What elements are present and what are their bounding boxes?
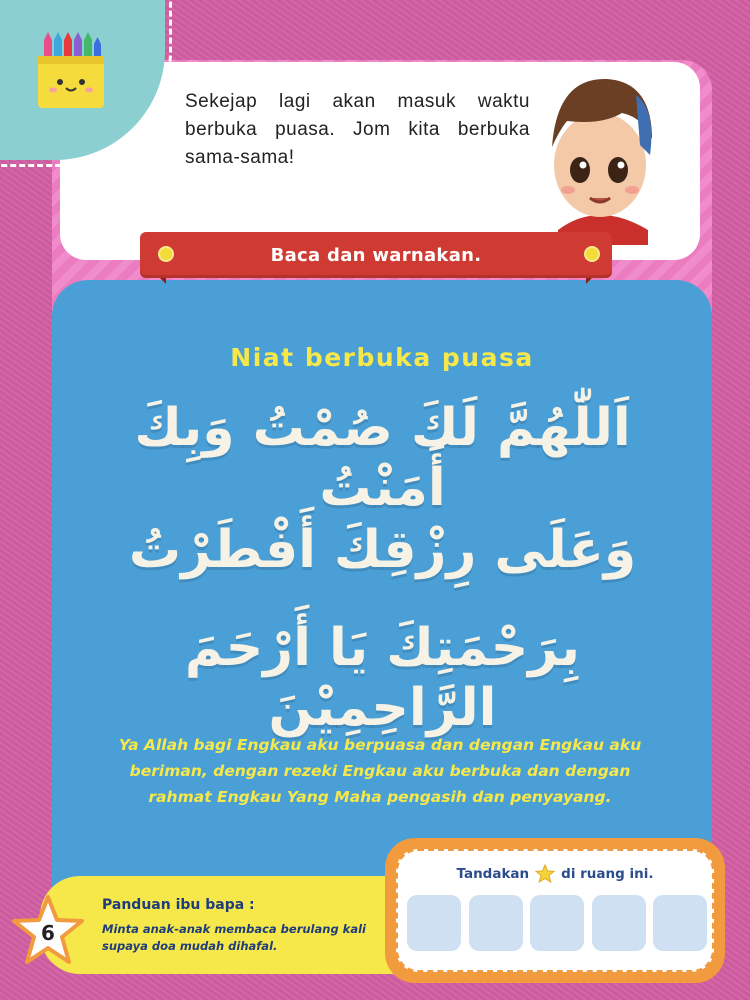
ribbon-dot-left: [160, 248, 172, 260]
tracker-label-after: di ruang ini.: [561, 866, 654, 882]
tick-box-4[interactable]: [592, 895, 646, 951]
boy-character-illustration: [538, 55, 658, 245]
intro-speech-text: Sekejap lagi akan masuk waktu berbuka puasa. Jom kita berbuka sama-sama!: [185, 91, 530, 168]
tracker-label-before: Tandakan: [456, 866, 530, 882]
arabic-line-1: اَللّٰهُمَّ لَكَ صُمْتُ وَبِكَ أَمَنْتُ: [134, 398, 631, 518]
prayer-panel: [52, 280, 712, 935]
instruction-ribbon: [140, 232, 612, 278]
parent-guide-text: Minta anak-anak membaca berulang kali supaya doa mudah dihafal.: [102, 922, 366, 953]
parent-guide-title: Panduan ibu bapa :: [102, 897, 255, 913]
tick-box-1[interactable]: [407, 895, 461, 951]
instruction-label: Baca dan warnakan.: [270, 244, 482, 266]
tracker-instruction: [396, 864, 714, 884]
prayer-translation: Ya Allah bagi Engkau aku berpuasa dan dengan Engkau aku beriman, dengan rezeki Engkau aku berbuka dan dengan rahmat Engkau Yang Maha pengasih dan penyayang.: [118, 736, 642, 806]
tick-box-2[interactable]: [469, 895, 523, 951]
star-icon: [535, 864, 555, 884]
arabic-line-2: وَعَلَى رِزْقِكَ أَفْطَرْتُ: [128, 520, 637, 580]
prayer-title: Niat berbuka puasa: [230, 343, 534, 372]
tick-box-5[interactable]: [653, 895, 707, 951]
crayon-box-icon: [22, 30, 114, 110]
arabic-line-3: بِرَحْمَتِكَ يَا أَرْحَمَ الرَّاحِمِيْنَ: [184, 618, 581, 738]
tracker-box-row: [407, 895, 707, 953]
ribbon-dot-right: [586, 248, 598, 260]
tick-box-3[interactable]: [530, 895, 584, 951]
page-number: 6: [41, 921, 55, 945]
